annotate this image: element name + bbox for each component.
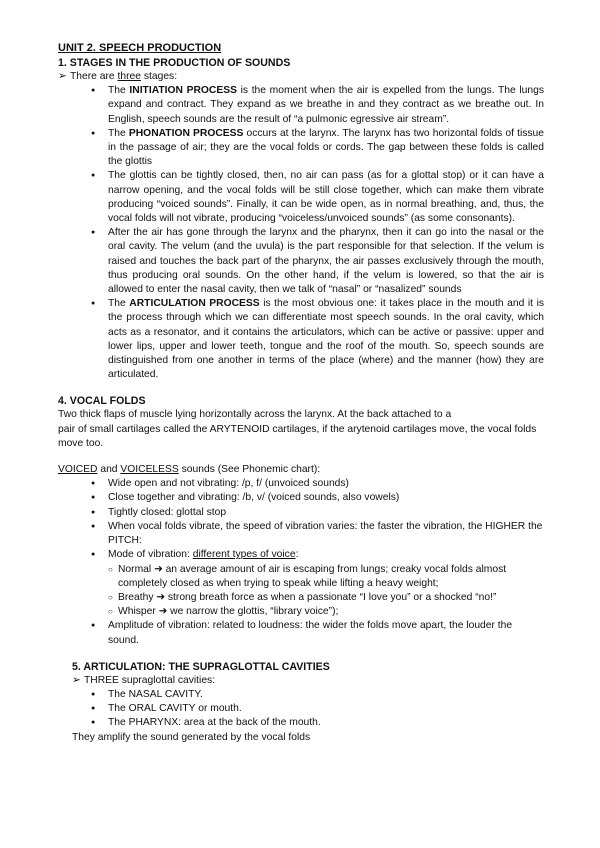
voiceless-label: VOICELESS	[120, 464, 179, 476]
list-item: ● The ARTICULATION PROCESS is the most obvious one: it takes place in the mouth and it is the process through which we can differentiate most speech sounds. In the oral cavity, which acts as a resonator, and it contains the articulators, which can be active or passive: upper and lower lips, upper and lower teeth, tongue and the roof of the mouth. So, speech sounds are distinguished from one another in terms of the place (where) and the manner (how) they are articulated.	[58, 297, 544, 382]
cavities-list	[58, 688, 544, 731]
list-item: ● Mode of vibration: different types of voice: ○ Normal ➜ an average amount of air is escaping from lungs; creaky vocal folds almost completely closed as when trying to speak while lifting a heavy weight; ○ Breathy ➜ strong breath force as when a passionate “I love you” or a shocked “no!” ○ Whisper ➜ we narrow the glottis, “library voice”);	[58, 548, 544, 619]
list-item: ● Wide open and not vibrating: /p, f/ (unvoiced sounds)	[58, 477, 544, 491]
voiced-voiceless-line: VOICED and VOICELESS sounds (See Phonemic chart):	[58, 464, 321, 476]
list-item: ● The ORAL CAVITY or mouth.	[58, 702, 544, 716]
list-item: ● After the air has gone through the larynx and the pharynx, then it can go into the nasal or the oral cavity. The velum (and the uvula) is the part responsible for that selection. If the velum is raised and touches the back part of the pharynx, the air passes exclusively through the mouth, thus producing oral sounds. On the other hand, if the velum is lowered, so that the air is allowed to enter the nasal cavity, then we talk of “nasal” or “nasalized” sounds	[58, 226, 544, 297]
section4-heading: 4. VOCAL FOLDS	[58, 395, 146, 408]
modes-list	[108, 563, 544, 620]
arrow-bullet-icon: ➢	[58, 71, 67, 82]
arrow-bullet-icon: ➢	[72, 674, 81, 686]
intro-suffix: stages:	[141, 71, 178, 82]
phonation-term: PHONATION PROCESS	[128, 127, 244, 139]
list-item: ● The INITIATION PROCESS is the moment when the air is expelled from the lungs. The lungs expand and contract. They expand as we breathe in and they contract as we breathe out. In English, speech sounds are the result of “a pulmonic egressive air stream”.	[58, 84, 544, 127]
intro-prefix: There are	[70, 71, 118, 82]
section5-intro: ➢ THREE supraglottal cavities:	[58, 674, 544, 688]
list-item: ● Amplitude of vibration: related to loudness: the wider the folds move apart, the louder the sound.	[58, 619, 544, 647]
mode-underlined: different types of voice	[192, 549, 296, 561]
unit-title: UNIT 2. SPEECH PRODUCTION	[58, 42, 222, 54]
articulation-term: ARTICULATION PROCESS	[129, 298, 260, 310]
stages-list	[58, 84, 544, 382]
intro-underlined: three	[117, 71, 141, 82]
list-item: ● The PHONATION PROCESS occurs at the larynx. The larynx has two horizontal folds of tissue in the passage of air; they are the vocal folds or cords. The gap between these folds is called the glottis	[58, 127, 544, 170]
section4-paragraph: Two thick flaps of muscle lying horizontally across the larynx. At the back attached to a pair of small cartilages called the ARYTENOID cartilages, if the arytenoid cartilages move, the vocal folds move too.	[58, 409, 537, 449]
list-item: ● The NASAL CAVITY.	[58, 688, 544, 702]
right-arrow-icon: ➜	[154, 563, 163, 575]
list-item: ● The PHARYNX: area at the back of the mouth.	[58, 716, 544, 730]
initiation-term: INITIATION PROCESS	[129, 85, 237, 97]
list-item: ○ Whisper ➜ we narrow the glottis, “library voice”);	[108, 605, 544, 619]
voiced-label: VOICED	[58, 464, 98, 476]
right-arrow-icon: ➜	[156, 591, 166, 603]
document-page	[58, 41, 544, 745]
list-item: ● When vocal folds vibrate, the speed of vibration varies: the faster the vibration, the HIGHER the PITCH:	[58, 520, 544, 548]
list-item: ● Close together and vibrating: /b, v/ (voiced sounds, also vowels)	[58, 491, 544, 505]
section1-heading: 1. STAGES IN THE PRODUCTION OF SOUNDS	[58, 57, 291, 69]
list-item: ○ Breathy ➜ strong breath force as when a passionate “I love you” or a shocked “no!”	[108, 591, 544, 605]
section1-intro	[58, 70, 544, 84]
right-arrow-icon: ➜	[158, 606, 168, 618]
list-item: ○ Normal ➜ an average amount of air is escaping from lungs; creaky vocal folds almost completely closed as when trying to speak while lifting a heavy weight;	[108, 563, 544, 591]
list-item: ● The glottis can be tightly closed, then, no air can pass (as for a glottal stop) or it can have a narrow opening, and the vocal folds will be still close together, which can make them vibrate producing “voiced sounds”. Finally, it can be wide open, as in normal breathing, and, thus, the vocal folds will not vibrate, producing “voiceless/unvoiced sounds” (as some consonants).	[58, 169, 544, 226]
section5-heading: 5. ARTICULATION: THE SUPRAGLOTTAL CAVITIES	[72, 660, 330, 673]
list-item: ● Tightly closed: glottal stop	[58, 506, 544, 520]
section5-closing: They amplify the sound generated by the vocal folds	[72, 731, 311, 743]
vocal-folds-list	[58, 477, 544, 647]
